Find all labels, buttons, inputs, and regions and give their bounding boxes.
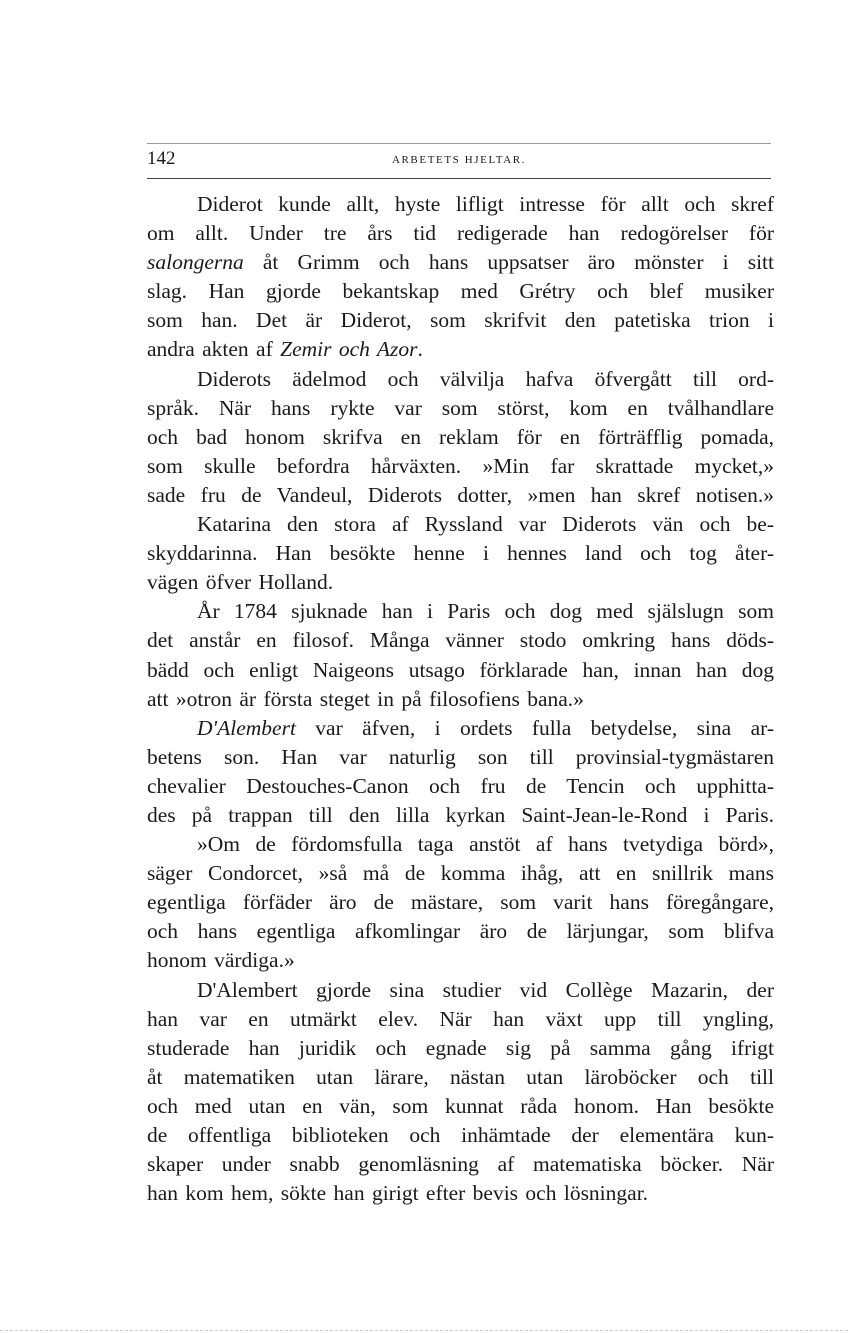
- text-segment: om allt. Under tre års tid redigerade han redogörelser för: [147, 221, 774, 246]
- text-line: [147, 1034, 774, 1063]
- paragraph: [147, 190, 774, 365]
- text-line: [147, 1179, 774, 1208]
- page-number: 142: [147, 148, 176, 169]
- text-line: [147, 1005, 774, 1034]
- text-line: [147, 423, 774, 452]
- text-line: [147, 219, 774, 248]
- text-segment: .: [417, 337, 423, 362]
- text-segment: des på trappan till den lilla kyrkan Saint-Jean-le-Rond i Paris.: [147, 802, 774, 827]
- text-segment: och med utan en vän, som kunnat råda honom. Han besökte: [147, 1093, 774, 1118]
- text-segment: åt matematiken utan lärare, nästan utan läroböcker och till: [147, 1064, 774, 1089]
- text-line: [147, 365, 774, 394]
- text-segment: han kom hem, sökte han girigt efter bevis och lösningar.: [147, 1181, 649, 1206]
- text-segment: År 1784 sjuknade han i Paris och dog med själslugn som: [197, 599, 774, 624]
- text-segment: D'Alembert gjorde sina studier vid Collège Mazarin, der: [197, 977, 774, 1002]
- text-segment: språk. När hans rykte var som störst, kom en tvålhandlare: [147, 395, 774, 420]
- paragraph: [147, 976, 774, 1209]
- text-segment: att »otron är första steget in på filosofiens bana.»: [147, 686, 584, 711]
- italic-text: D'Alembert: [197, 715, 296, 740]
- running-title: ARBETETS HJELTAR.: [391, 154, 527, 166]
- text-segment: studerade han juridik och egnade sig på samma gång ifrigt: [147, 1035, 774, 1060]
- text-line: [147, 888, 774, 917]
- text-line: [147, 394, 774, 423]
- text-segment: skyddarinna. Han besökte henne i hennes land och tog åter-: [147, 541, 774, 566]
- text-segment: betens son. Han var naturlig son till provinsial-tygmästaren: [147, 744, 774, 769]
- text-line: [147, 743, 774, 772]
- text-segment: slag. Han gjorde bekantskap med Grétry och blef musiker: [147, 279, 774, 304]
- text-line: [147, 801, 774, 830]
- text-segment: åt Grimm och hans uppsatser äro mönster i sitt: [243, 250, 774, 275]
- header-rule-top: [147, 143, 771, 144]
- text-line: [147, 539, 774, 568]
- paragraph: [147, 510, 774, 597]
- text-line: [147, 1121, 774, 1150]
- text-segment: sade fru de Vandeul, Diderots dotter, »men han skref notisen.»: [147, 482, 774, 507]
- text-segment: de offentliga biblioteken och inhämtade der elementära kun-: [147, 1123, 774, 1147]
- text-segment: det anstår en filosof. Många vänner stodo omkring hans döds-: [147, 628, 774, 653]
- text-line: [147, 714, 774, 743]
- text-line: [147, 452, 774, 481]
- text-segment: säger Condorcet, »så må de komma ihåg, att en snillrik mans: [147, 861, 774, 886]
- paragraph: [147, 714, 774, 830]
- text-segment: honom värdiga.»: [147, 948, 295, 973]
- text-segment: andra akten af: [147, 337, 281, 362]
- text-line: [147, 946, 774, 975]
- text-segment: och bad honom skrifva en reklam för en förträfflig pomada,: [147, 424, 774, 449]
- text-line: [147, 1150, 774, 1179]
- text-line: [147, 685, 774, 714]
- text-segment: egentliga förfäder äro de mästare, som varit hans föregångare,: [147, 890, 774, 915]
- text-line: [147, 190, 774, 219]
- text-line: [147, 626, 774, 655]
- text-line: [147, 335, 774, 364]
- text-segment: vägen öfver Holland.: [147, 570, 334, 595]
- text-segment: Diderots ädelmod och välvilja hafva öfvergått till ord-: [197, 366, 774, 391]
- text-segment: var äfven, i ordets fulla betydelse, sina ar-: [295, 715, 774, 740]
- text-line: [147, 1092, 774, 1121]
- text-line: [147, 248, 774, 277]
- text-line: [147, 1063, 774, 1092]
- italic-text: salongerna: [147, 250, 244, 275]
- text-segment: som han. Det är Diderot, som skrifvit den patetiska trion i: [147, 308, 774, 333]
- text-line: [147, 510, 774, 539]
- paragraph: [147, 597, 774, 713]
- text-line: [147, 481, 774, 510]
- text-line: [147, 772, 774, 801]
- text-segment: och hans egentliga afkomlingar äro de lärjungar, som blifva: [147, 919, 774, 944]
- header-rule-bottom: [147, 178, 771, 179]
- text-line: [147, 306, 774, 335]
- text-line: [147, 976, 774, 1005]
- text-line: [147, 277, 774, 306]
- text-segment: »Om de fördomsfulla taga anstöt af hans tvetydiga börd»,: [197, 832, 774, 857]
- paragraph: [147, 365, 774, 510]
- text-line: [147, 597, 774, 626]
- text-segment: skaper under snabb genomläsning af matematiska böcker. När: [147, 1152, 774, 1177]
- text-segment: han var en utmärkt elev. När han växt upp till yngling,: [147, 1006, 774, 1031]
- text-segment: bädd och enligt Naigeons utsago förklarade han, innan han dog: [147, 657, 774, 682]
- text-segment: som skulle befordra hårväxten. »Min far skrattade mycket,»: [147, 453, 774, 478]
- body-text: [147, 190, 774, 1208]
- text-line: [147, 568, 774, 597]
- italic-text: Zemir och Azor: [280, 337, 418, 362]
- text-segment: Diderot kunde allt, hyste lifligt intresse för allt och skref: [197, 192, 774, 216]
- paragraph: [147, 830, 774, 975]
- text-line: [147, 830, 774, 859]
- text-line: [147, 917, 774, 946]
- text-line: [147, 656, 774, 685]
- text-line: [147, 859, 774, 888]
- text-segment: chevalier Destouches-Canon och fru de Tencin och upphitta-: [147, 773, 774, 798]
- scan-edge: [0, 1330, 848, 1331]
- text-segment: Katarina den stora af Ryssland var Diderots vän och be-: [197, 512, 774, 537]
